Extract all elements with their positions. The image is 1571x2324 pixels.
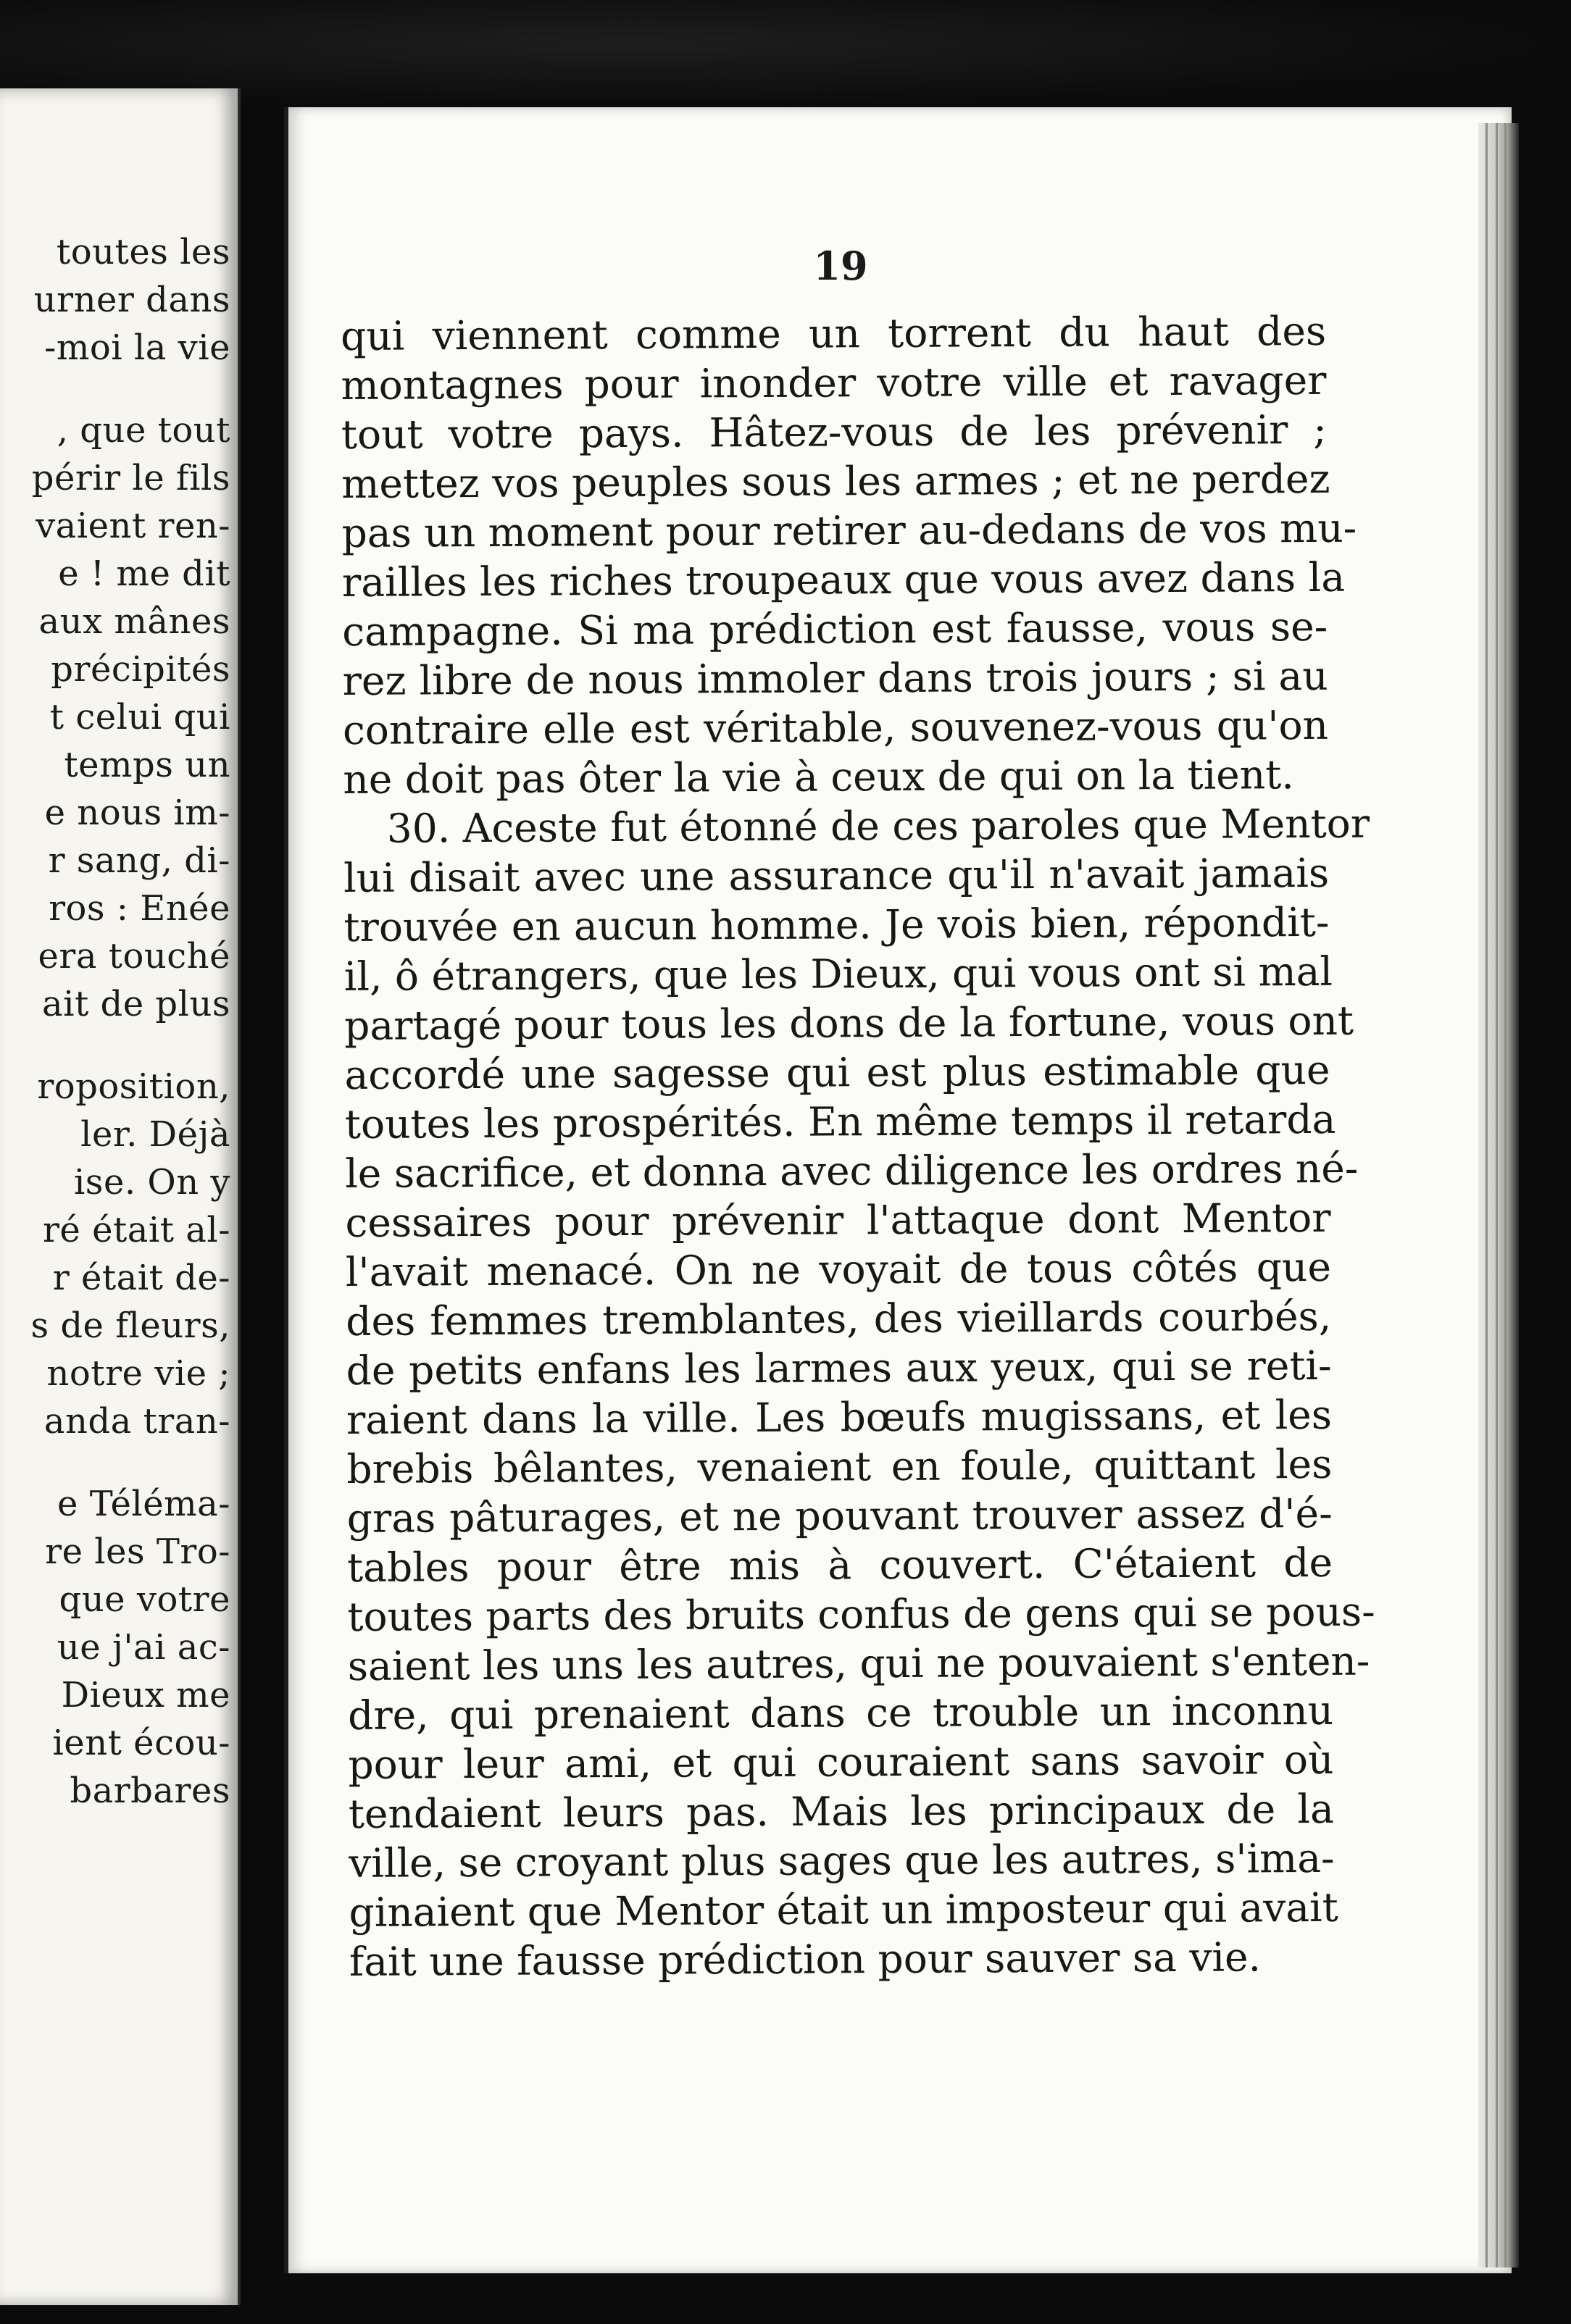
text-line: brebis bêlantes, venaient en foule, quittant les <box>346 1440 1333 1492</box>
text-line: lui disait avec une assurance qu'il n'avait jamais <box>343 849 1330 901</box>
left-page-line: ros : Enée <box>49 888 230 929</box>
left-page-line: ise. On y <box>73 1162 230 1203</box>
text-line: gras pâturages, et ne pouvant trouver assez d'é- <box>346 1489 1333 1542</box>
left-page-line: vaient ren- <box>36 506 230 546</box>
left-page-line: toutes les <box>56 232 230 272</box>
text-line: dre, qui prenaient dans ce trouble un inconnu <box>347 1686 1334 1739</box>
text-line: ville, se croyant plus sages que les autres, s'ima- <box>349 1834 1335 1886</box>
left-page-line: e Téléma- <box>57 1484 230 1524</box>
left-page-line: e ! me dit <box>58 553 230 594</box>
left-page-line: temps un <box>64 745 230 785</box>
left-page-line: s de fleurs, <box>30 1305 230 1346</box>
text-line: ginaient que Mentor était un imposteur qui avait <box>349 1884 1338 1936</box>
text-line: campagne. Si ma prédiction est fausse, vous se- <box>342 603 1328 655</box>
left-page-line: -moi la vie <box>44 327 230 368</box>
left-page-line: t celui qui <box>49 697 230 737</box>
body-text <box>341 306 1375 1986</box>
text-line: toutes les prospérités. En même temps il retarda <box>344 1095 1336 1148</box>
left-page-line: ue j'ai ac- <box>57 1627 230 1668</box>
text-line: qui viennent comme un torrent du haut des <box>341 307 1327 359</box>
text-line: saient les uns les autres, qui ne pouvaient s'enten- <box>347 1637 1370 1689</box>
left-page-line: roposition, <box>37 1066 230 1107</box>
text-line: partagé pour tous les dons de la fortune, vous ont <box>343 997 1354 1049</box>
page-edge-line <box>1485 123 1488 2267</box>
page-edge-stack <box>1478 123 1519 2267</box>
left-page-line: era touché <box>38 936 230 977</box>
page-number: 19 <box>813 243 868 289</box>
left-page-line: anda tran- <box>43 1401 230 1442</box>
text-line: le sacrifice, et donna avec diligence les ordres né- <box>345 1145 1359 1197</box>
left-page-line: Dieux me <box>61 1675 230 1715</box>
text-line: railles les riches troupeaux que vous avez dans la <box>341 553 1346 606</box>
left-page-line: urner dans <box>33 280 230 320</box>
text-line: tendaient leurs pas. Mais les principaux de la <box>348 1785 1335 1837</box>
left-page-line: aux mânes <box>38 601 230 642</box>
left-page-line: précipités <box>51 649 230 690</box>
text-line: ne doit pas ôter la vie à ceux de qui on la tient. <box>343 751 1294 803</box>
text-line: pour leur ami, et qui couraient sans savoir où <box>348 1736 1334 1788</box>
text-line: de petits enfans les larmes aux yeux, qui se reti- <box>346 1342 1332 1394</box>
left-page-line: , que tout <box>57 410 230 451</box>
left-page-line: ré était al- <box>42 1210 230 1250</box>
text-line: toutes parts des bruits confus de gens qui se pous- <box>347 1588 1375 1640</box>
text-line: tables pour être mis à couvert. C'étaient de <box>346 1539 1333 1591</box>
left-page-line: e nous im- <box>44 793 230 833</box>
left-page-line: périr le fils <box>31 458 230 498</box>
left-page-line: r était de- <box>52 1258 230 1298</box>
left-page-line: ient écou- <box>52 1723 230 1763</box>
left-page-line: que votre <box>59 1579 230 1620</box>
left-page-line: barbares <box>70 1771 230 1811</box>
left-page-line: r sang, di- <box>48 840 230 881</box>
left-page-line: re les Tro- <box>45 1531 230 1572</box>
text-line: tout votre pays. Hâtez-vous de les prévenir ; <box>341 406 1328 458</box>
left-page-line: ler. Déjà <box>80 1114 230 1155</box>
page-edge-line <box>1496 123 1498 2267</box>
text-line: mettez vos peuples sous les armes ; et ne perdez <box>341 455 1330 507</box>
text-line: raient dans la ville. Les bœufs mugissans, et les <box>346 1391 1333 1443</box>
text-line: il, ô étrangers, que les Dieux, qui vous ont si mal <box>343 948 1333 1000</box>
text-line: trouvée en aucun homme. Je vois bien, répondit- <box>343 898 1330 950</box>
text-line: l'avait menacé. On ne voyait de tous côtés que <box>345 1243 1332 1295</box>
text-line: rez libre de nous immoler dans trois jours ; si au <box>342 652 1328 704</box>
text-line: cessaires pour prévenir l'attaque dont Mentor <box>345 1194 1331 1246</box>
text-line: accordé une sagesse qui est plus estimable que <box>344 1046 1330 1098</box>
left-facing-page <box>0 88 241 2305</box>
text-line: fait une fausse prédiction pour sauver sa vie. <box>349 1934 1262 1985</box>
text-line: pas un moment pour retirer au-dedans de vos mu- <box>341 504 1357 556</box>
left-page-line: notre vie ; <box>46 1353 230 1394</box>
left-page-line: ait de plus <box>41 984 230 1024</box>
text-line: 30. Aceste fut étonné de ces paroles que Mentor <box>386 800 1370 852</box>
text-line: des femmes tremblantes, des vieillards courbés, <box>346 1292 1332 1345</box>
text-line: montagnes pour inonder votre ville et ravager <box>341 356 1327 409</box>
text-line: contraire elle est véritable, souvenez-vous qu'on <box>342 701 1329 753</box>
page-edge-line <box>1504 123 1507 2267</box>
